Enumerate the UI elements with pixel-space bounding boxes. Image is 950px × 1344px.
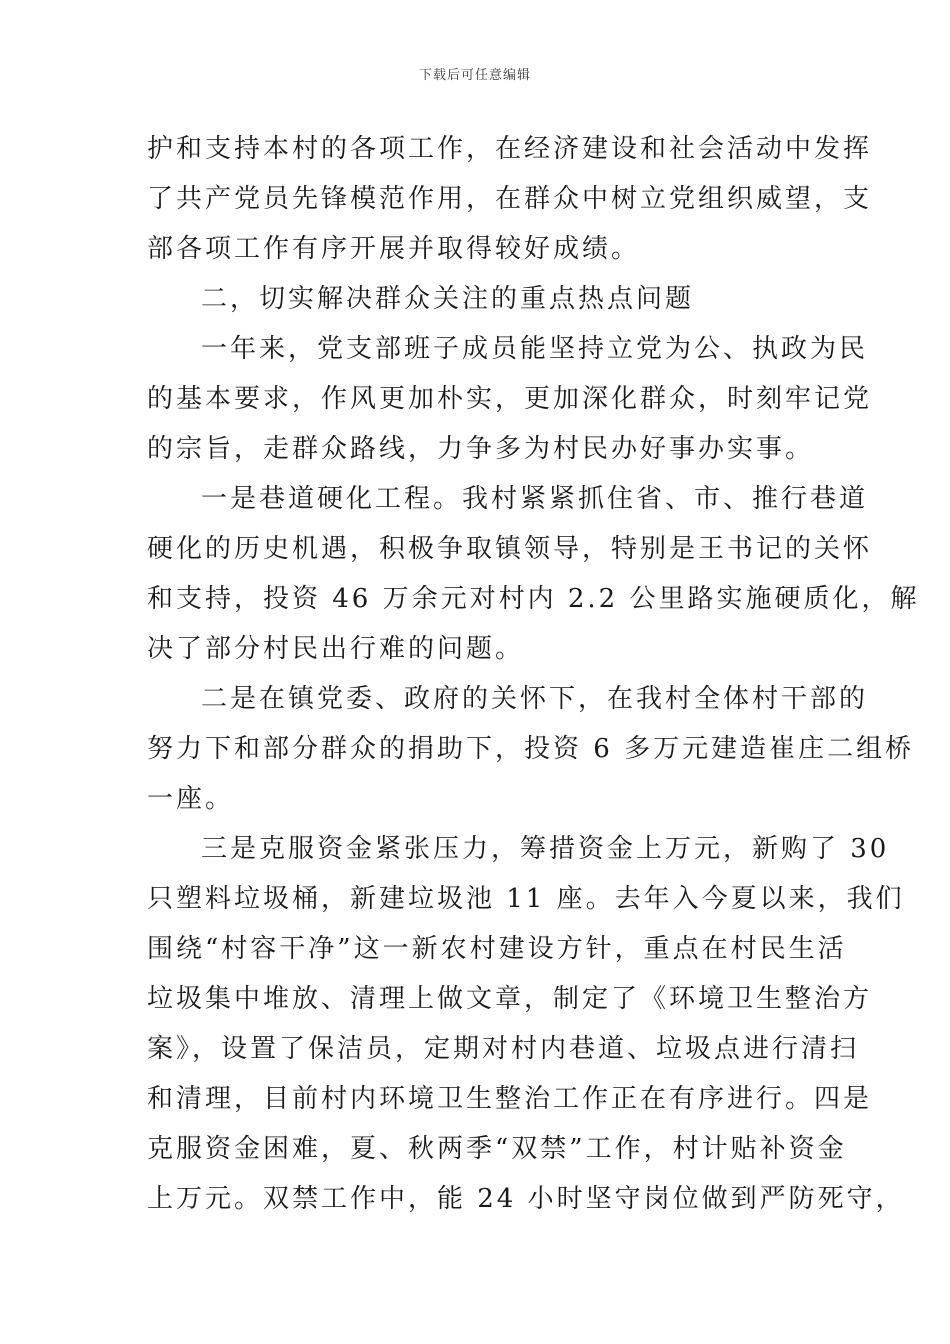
body-line: 的宗旨，走群众路线，力争多为村民办好事办实事。 (147, 434, 815, 464)
body-line: 二是在镇党委、政府的关怀下，在我村全体村干部的 (201, 684, 869, 714)
body-line: 部各项工作有序开展并取得较好成绩。 (147, 234, 641, 264)
body-line: 上万元。双禁工作中，能 24 小时坚守岗位做到严防死守， (147, 1184, 905, 1214)
body-line: 一是巷道硬化工程。我村紧紧抓住省、市、推行巷道 (201, 484, 869, 514)
body-line: 努力下和部分群众的捐助下，投资 6 多万元建造崔庄二组桥 (147, 734, 915, 764)
body-line: 一年来，党支部班子成员能坚持立党为公、执政为民 (201, 334, 869, 364)
section-heading: 二，切实解决群众关注的重点热点问题 (201, 284, 695, 314)
body-line: 垃圾集中堆放、清理上做文章，制定了《环境卫生整治方 (147, 984, 873, 1014)
body-line: 克服资金困难，夏、秋两季“双禁”工作，村计贴补资金 (147, 1134, 847, 1164)
body-line: 硬化的历史机遇，积极争取镇领导，特别是王书记的关怀 (147, 534, 873, 564)
body-line: 了共产党员先锋模范作用，在群众中树立党组织威望，支 (147, 184, 873, 214)
body-line: 围绕“村容干净”这一新农村建设方针，重点在村民生活 (147, 934, 847, 964)
body-line: 案》，设置了保洁员，定期对村内巷道、垃圾点进行清扫 (147, 1034, 860, 1064)
body-line: 三是克服资金紧张压力，筹措资金上万元，新购了 30 (201, 834, 890, 864)
body-line: 一座。 (147, 784, 235, 814)
document-body (147, 124, 920, 1224)
body-line: 的基本要求，作风更加朴实，更加深化群众，时刻牢记党 (147, 384, 873, 414)
body-line: 只塑料垃圾桶，新建垃圾池 11 座。去年入今夏以来，我们 (147, 884, 905, 914)
body-line: 和清理，目前村内环境卫生整治工作正在有序进行。四是 (147, 1084, 873, 1114)
body-line: 决了部分村民出行难的问题。 (147, 634, 525, 664)
page-header: 下载后可任意编辑 (418, 68, 531, 83)
body-line: 和支持，投资 46 万余元对村内 2.2 公里路实施硬质化，解 (147, 584, 920, 614)
body-line: 护和支持本村的各项工作，在经济建设和社会活动中发挥 (147, 134, 873, 164)
